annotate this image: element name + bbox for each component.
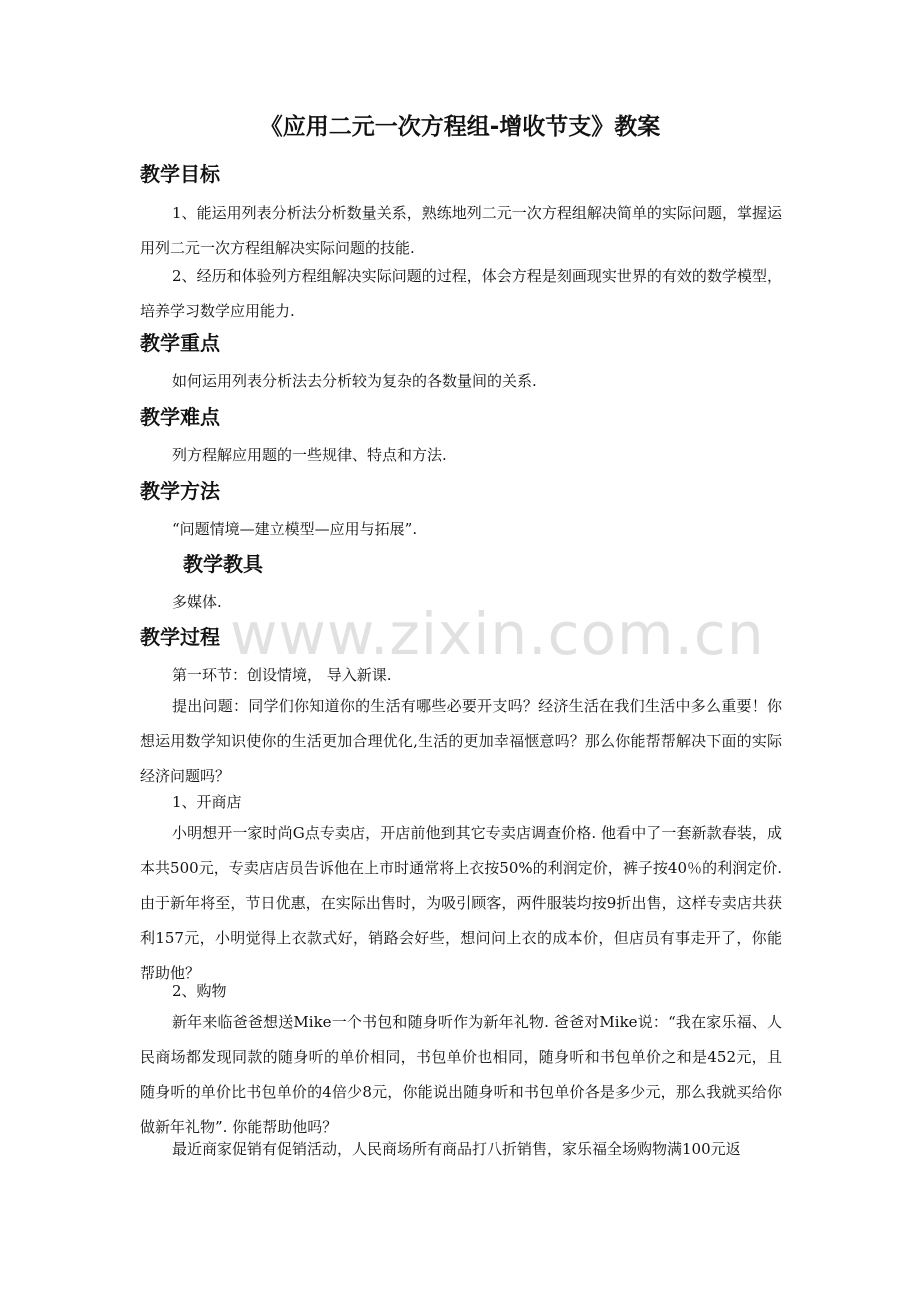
- key-points-paragraph: 如何运用列表分析法去分析较为复杂的各数量间的关系.: [172, 372, 537, 390]
- process-item-shop-heading: 1、开商店: [172, 793, 242, 811]
- process-item-shopping-heading: 2、购物: [172, 982, 227, 1000]
- heading-difficulties: 教学难点: [140, 405, 220, 429]
- difficulties-paragraph: 列方程解应用题的一些规律、特点和方法.: [172, 446, 447, 464]
- methods-paragraph: “问题情境—建立模型—应用与拓展”.: [172, 520, 418, 538]
- watermark: www.zixin.com.cn: [230, 600, 765, 668]
- objectives-paragraph-2: 2、经历和体验列方程组解决实际问题的过程，体会方程是刻画现实世界的有效的数学模型，培养学习数学应用能力.: [140, 267, 782, 320]
- process-paragraph-promotion: 最近商家促销有促销活动，人民商场所有商品打八折销售，家乐福全场购物满100元返: [172, 1140, 741, 1158]
- document-title: 《应用二元一次方程组-增收节支》教案: [259, 114, 661, 140]
- process-paragraph-2: 提出问题：同学们你知道你的生活有哪些必要开支吗？经济生活在我们生活中多么重要！你想运用数学知识使你的生活更加合理优化,生活的更加幸福惬意吗？那么你能帮帮解决下面的实际经济问题吗？: [140, 697, 782, 785]
- heading-methods: 教学方法: [140, 479, 220, 503]
- process-paragraph-1: 第一环节：创设情境， 导入新课.: [172, 666, 392, 684]
- heading-process: 教学过程: [140, 625, 220, 649]
- objectives-paragraph-1: 1、能运用列表分析法分析数量关系，熟练地列二元一次方程组解决简单的实际问题，掌握运用列二元一次方程组解决实际问题的技能.: [140, 204, 782, 257]
- heading-tools: 教学教具: [183, 552, 263, 576]
- process-paragraph-shop: 小明想开一家时尚G点专卖店，开店前他到其它专卖店调查价格. 他看中了一套新款春装，成本共500元，专卖店店员告诉他在上市时通常将上衣按50%的利润定价，裤子按40％的利润定价. 由于新年将至，节日优惠，在实际出售时，为吸引顾客，两件服装均按9折出售，这样专卖店共获利157元，小明觉得上衣款式好，销路会好些，想问问上衣的成本价，但店员有事走开了，你能帮助他？: [140, 824, 782, 982]
- process-paragraph-shopping: 新年来临爸爸想送Mike一个书包和随身听作为新年礼物. 爸爸对Mike说：“我在家乐福、人民商场都发现同款的随身听的单价相同，书包单价也相同，随身听和书包单价之和是452元，且随身听的单价比书包单价的4倍少8元，你能说出随身听和书包单价各是多少元，那么我就买给你做新年礼物”. 你能帮助他吗？: [140, 1013, 782, 1136]
- heading-objectives: 教学目标: [140, 162, 220, 186]
- heading-key-points: 教学重点: [140, 331, 220, 355]
- tools-paragraph: 多媒体.: [172, 593, 222, 611]
